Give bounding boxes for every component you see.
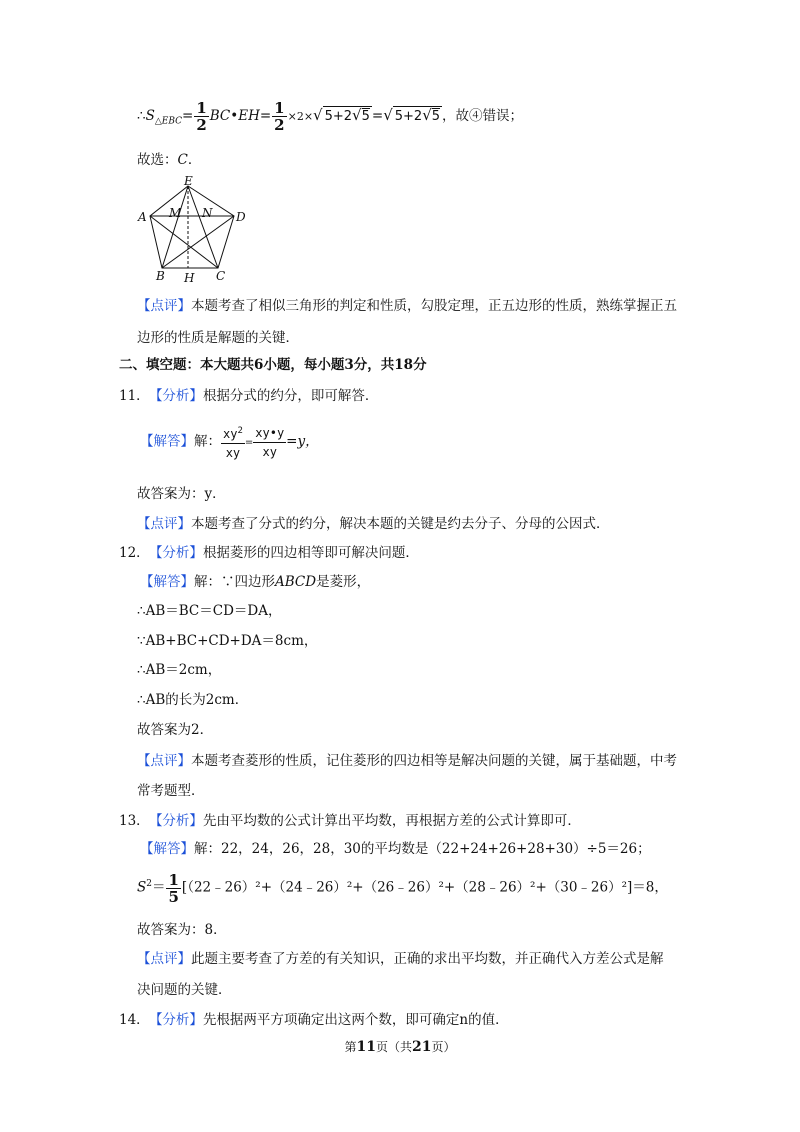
comment-text: 本题考查了相似三角形的判定和性质，勾股定理，正五边形的性质，熟练掌握正五 bbox=[191, 298, 677, 314]
answer-tag: 【解答】 bbox=[140, 433, 194, 450]
area-subscript: △EBC bbox=[154, 116, 183, 127]
q13-final: 故答案为：8． bbox=[137, 922, 227, 938]
radical-sign: √ bbox=[313, 106, 323, 124]
page-footer bbox=[0, 1038, 800, 1055]
equals-2: = bbox=[371, 108, 384, 124]
q12-line5: ∴AB的长为2cm． bbox=[137, 692, 249, 708]
analysis-tag: 【分析】 bbox=[155, 813, 203, 829]
half-fraction bbox=[194, 100, 208, 133]
q12-comment bbox=[137, 751, 677, 771]
equals: ＝ bbox=[151, 879, 166, 896]
radicand-2-text: 5+2 bbox=[394, 109, 423, 124]
analysis-tag: 【分析】 bbox=[155, 1012, 203, 1028]
q10-comment bbox=[137, 296, 677, 316]
label-h: H bbox=[184, 271, 195, 284]
footer-post: 页） bbox=[431, 1040, 456, 1054]
choice-line bbox=[137, 150, 201, 170]
variance-sup: 2 bbox=[146, 879, 152, 889]
frac1-num bbox=[221, 422, 245, 444]
radical-sign-2: √ bbox=[383, 106, 393, 124]
radicand-1-text: 5+2 bbox=[324, 109, 353, 124]
label-n: N bbox=[202, 206, 213, 220]
answer-tag: 【解答】 bbox=[140, 574, 194, 590]
fifth-num: 1 bbox=[168, 870, 179, 889]
fifth-den: 5 bbox=[168, 887, 179, 906]
area-mid: BC•EH= bbox=[209, 108, 272, 124]
frac1-sup: 2 bbox=[237, 426, 243, 436]
analysis-text: 先根据两平方项确定出这两个数，即可确定n的值． bbox=[202, 1012, 509, 1028]
q13-comment bbox=[137, 949, 664, 969]
inner-radicand-1: 5 bbox=[361, 109, 370, 124]
area-formula-line bbox=[137, 100, 523, 137]
choice-letter: C bbox=[177, 152, 188, 168]
variance-line bbox=[137, 866, 668, 906]
area-suffix: ，故④错误； bbox=[442, 108, 524, 124]
q11-answer bbox=[140, 422, 319, 462]
q11-final: 故答案为：y． bbox=[137, 486, 226, 502]
footer-pre: 第 bbox=[344, 1040, 357, 1054]
q12-line4: ∴AB＝2cm， bbox=[137, 662, 222, 678]
equals: = bbox=[182, 108, 194, 124]
q13-num: 13． bbox=[119, 813, 150, 829]
area-symbol: S bbox=[145, 108, 155, 124]
label-m: M bbox=[169, 206, 182, 220]
q12-line3: ∵AB+BC+CD+DA＝8cm， bbox=[137, 633, 318, 649]
answer-tag: 【解答】 bbox=[140, 841, 194, 857]
half-den: 2 bbox=[196, 116, 207, 134]
inner-radical-2: √ bbox=[422, 106, 432, 124]
q13-answer bbox=[140, 839, 651, 859]
comment-tag: 【点评】 bbox=[137, 516, 191, 532]
fraction-1 bbox=[221, 422, 245, 462]
frac2-den: xy bbox=[262, 444, 277, 459]
q13-analysis bbox=[119, 811, 581, 831]
q11-num: 11． bbox=[119, 388, 150, 404]
frac1-num-text: xy bbox=[223, 427, 238, 441]
fifth-fraction bbox=[166, 872, 180, 905]
answer-prefix: 解：∵四边形 bbox=[194, 574, 275, 590]
times-two: ×2× bbox=[287, 110, 314, 123]
choice-text: 故选： bbox=[137, 152, 178, 168]
analysis-tag: 【分析】 bbox=[155, 388, 203, 404]
answer-post: 是菱形， bbox=[316, 574, 371, 590]
half2-den: 2 bbox=[274, 116, 285, 134]
q12-line2: ∴AB＝BC＝CD＝DA， bbox=[137, 603, 282, 619]
analysis-text: 根据菱形的四边相等即可解决问题． bbox=[202, 545, 419, 561]
inner-radical: √ bbox=[352, 106, 362, 124]
section-heading: 二、填空题：本大题共6小题，每小题3分，共18分 bbox=[119, 357, 427, 373]
segment-db bbox=[162, 216, 234, 268]
variance-symbol: S bbox=[137, 879, 147, 896]
comment-tag: 【点评】 bbox=[137, 298, 191, 314]
label-e: E bbox=[184, 176, 193, 188]
label-c: C bbox=[216, 269, 226, 283]
choice-end: ． bbox=[187, 152, 202, 168]
segment-ec bbox=[188, 186, 218, 268]
q12-num: 12． bbox=[119, 545, 150, 561]
q12-final: 故答案为2． bbox=[137, 722, 214, 738]
q11-comment bbox=[137, 514, 610, 534]
q11-analysis bbox=[119, 386, 378, 406]
q12-answer bbox=[140, 572, 370, 592]
analysis-text: 根据分式的约分，即可解答． bbox=[202, 388, 379, 404]
result: =y， bbox=[286, 433, 319, 450]
q14-num: 14． bbox=[119, 1012, 150, 1028]
answer-prefix: 解： bbox=[194, 433, 221, 450]
analysis-tag: 【分析】 bbox=[155, 545, 203, 561]
frac2-num: xy•y bbox=[253, 424, 286, 443]
analysis-text: 先由平均数的公式计算出平均数，再根据方差的公式计算即可． bbox=[202, 813, 581, 829]
comment-tag: 【点评】 bbox=[137, 753, 191, 769]
label-a: A bbox=[138, 210, 147, 224]
comment-text: 本题考查菱形的性质，记住菱形的四边相等是解决问题的关键，属于基础题，中考 bbox=[191, 753, 677, 769]
radicand-2 bbox=[393, 106, 442, 125]
variance-body: [（22﹣26）²+（24﹣26）²+（26﹣26）²+（28﹣26）²+（30﹣26）²]＝8， bbox=[181, 879, 668, 896]
comment-text: 本题考查了分式的约分，解决本题的关键是约去分子、分母的公因式． bbox=[191, 516, 610, 532]
equals-small: = bbox=[244, 437, 254, 449]
q13-comment-2: 决问题的关键． bbox=[137, 982, 232, 998]
half2-num: 1 bbox=[274, 99, 285, 117]
half-fraction-2 bbox=[272, 100, 286, 133]
therefore-symbol: ∴ bbox=[137, 108, 146, 124]
page-number: 11 bbox=[356, 1039, 376, 1055]
half-num: 1 bbox=[196, 99, 207, 117]
q14-analysis bbox=[119, 1010, 509, 1030]
frac1-den: xy bbox=[225, 446, 241, 460]
radicand-1 bbox=[323, 106, 372, 125]
answer-text: 解：22，24，26，28，30的平均数是（22+24+26+28+30）÷5＝26； bbox=[194, 841, 651, 857]
label-d: D bbox=[236, 210, 246, 224]
q12-comment-2: 常考题型． bbox=[137, 783, 205, 799]
footer-mid: 页（共 bbox=[375, 1040, 412, 1054]
quad-name: ABCD bbox=[275, 574, 317, 590]
comment-tag: 【点评】 bbox=[137, 951, 191, 967]
comment-text-2: 边形的性质是解题的关键． bbox=[137, 330, 299, 346]
label-b: B bbox=[156, 269, 165, 283]
pentagon-figure bbox=[136, 176, 266, 284]
page-total: 21 bbox=[412, 1039, 432, 1055]
q12-analysis bbox=[119, 543, 419, 563]
comment-text: 此题主要考查了方差的有关知识，正确的求出平均数，并正确代入方差公式是解 bbox=[191, 951, 664, 967]
segment-eb bbox=[162, 186, 188, 268]
fraction-2 bbox=[253, 424, 286, 461]
inner-radicand-2: 5 bbox=[431, 109, 441, 124]
q10-comment-2 bbox=[137, 328, 299, 348]
